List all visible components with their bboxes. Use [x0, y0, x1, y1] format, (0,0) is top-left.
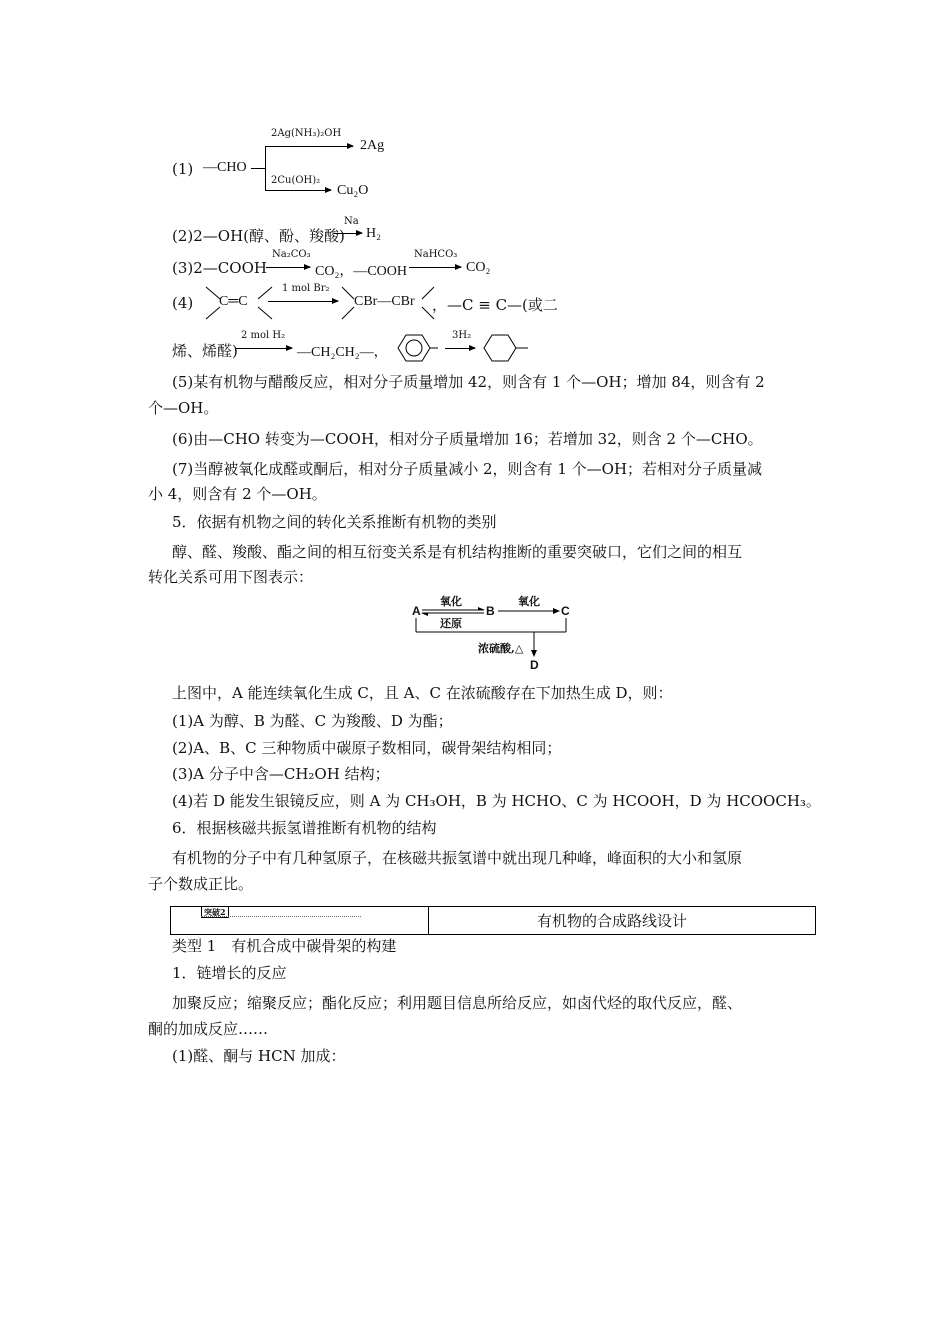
eq1-branch-stem — [251, 168, 265, 169]
eq2-reagent: Na — [344, 216, 359, 227]
list-item-1: (1)A 为醇、B 为醛、C 为羧酸、D 为酯； — [172, 712, 453, 730]
node-a: A — [412, 604, 421, 618]
eq4-arrow2 — [236, 348, 292, 349]
para-12: (1)醛、酮与 HCN 加成： — [172, 1047, 346, 1065]
eq2-arrow — [334, 233, 362, 234]
eq4-label: (4) — [172, 294, 194, 312]
para-10b: 子个数成正比。 — [148, 875, 254, 893]
eq1-bottom-arrow — [265, 190, 331, 191]
eq2-product: H₂ — [366, 226, 381, 241]
eq3-reagent2: NaHCO₃ — [414, 249, 458, 260]
eq1-top-arrow — [265, 146, 353, 147]
para-9: 上图中，A 能连续氧化生成 C，且 A、C 在浓硫酸存在下加热生成 D，则： — [172, 684, 673, 702]
para-7b: 小 4，则含有 2 个—OH。 — [148, 485, 327, 503]
cyclohexane-ring-icon — [478, 332, 532, 364]
para-5b: 个—OH。 — [148, 399, 219, 417]
label-reduce: 还原 — [440, 617, 462, 630]
para-5a: (5)某有机物与醋酸反应，相对分子质量增加 42，则含有 1 个—OH；增加 84，则含有 2 — [172, 373, 765, 391]
node-c: C — [561, 604, 570, 618]
eq1-group: —CHO — [203, 160, 247, 175]
label-oxidize-2: 氧化 — [518, 595, 540, 608]
eq1-bottom-product: Cu₂O — [337, 183, 369, 198]
eq3-arrow2 — [409, 267, 461, 268]
eq3-product: CO₂ — [466, 260, 491, 275]
eq4-tail: ，—C ≡ C—(或二 — [432, 296, 558, 314]
eq4-arrow — [268, 301, 338, 302]
para-11b: 酮的加成反应…… — [148, 1020, 269, 1038]
heading-5: 5．依据有机物之间的转化关系推断有机物的类别 — [172, 513, 497, 531]
eq1-top-product: 2Ag — [360, 138, 385, 153]
para-6: (6)由—CHO 转变为—COOH，相对分子质量增加 16；若增加 32，则含 2 个—CHO。 — [172, 430, 763, 448]
para-8a: 醇、醛、羧酸、酯之间的相互衍变关系是有机结构推断的重要突破口，它们之间的相互 — [172, 543, 743, 561]
para-8b: 转化关系可用下图表示： — [148, 568, 314, 586]
eq4-arrow3 — [445, 348, 475, 349]
label-oxidize-1: 氧化 — [440, 595, 462, 608]
para-10a: 有机物的分子中有几种氢原子，在核磁共振氢谱中就出现几种峰，峰面积的大小和氢原 — [172, 849, 743, 867]
node-d: D — [530, 658, 539, 672]
table-separator — [428, 907, 429, 934]
list-item-2: (2)A、B、C 三种物质中碳原子数相同，碳骨架结构相同； — [172, 739, 562, 757]
heading-6: 6．根据核磁共振氢谱推断有机物的结构 — [172, 819, 437, 837]
section-badge: 突破2 — [201, 906, 229, 918]
list-item-3: (3)A 分子中含—CH₂OH 结构； — [172, 765, 390, 783]
eq4-product2: —CH₂CH₂—， — [297, 345, 388, 360]
section-title: 有机物的合成路线设计 — [537, 912, 688, 930]
eq3-reagent1: Na₂CO₃ — [272, 249, 311, 260]
eq1-top-reagent: 2Ag(NH₃)₂OH — [271, 128, 342, 139]
para-7a: (7)当醇被氧化成醛或酮后，相对分子质量减小 2，则含有 1 个—OH；若相对分子质量减 — [172, 460, 763, 478]
eq4-reagent3: 3H₂ — [452, 330, 472, 341]
eq2-lhs: (2)2—OH(醇、酚、羧酸) — [172, 227, 345, 245]
list-item-4: (4)若 D 能发生银镜反应，则 A 为 CH₃OH，B 为 HCHO、C 为 HCOOH，D 为 HCOOCH₃。 — [172, 792, 821, 810]
eq4-line2-prefix: 烯、烯醛) — [172, 342, 238, 360]
node-b: B — [486, 604, 495, 618]
eq3-arrow1 — [266, 267, 310, 268]
eq1-label: (1) — [172, 160, 194, 178]
eq4-cc: C═C — [219, 294, 248, 309]
diagram-arrows — [410, 596, 580, 672]
badge-underline — [201, 916, 361, 917]
para-11a: 加聚反应；缩聚反应；酯化反应；利用题目信息所给反应，如卤代烃的取代反应，醛、 — [172, 994, 743, 1012]
section-header-table — [170, 906, 816, 935]
eq3-mid: CO₂，—COOH — [315, 264, 407, 279]
eq1-bottom-reagent: 2Cu(OH)₂ — [271, 175, 321, 186]
eq4-reagent2: 2 mol H₂ — [241, 330, 286, 341]
eq3-lhs: (3)2—COOH — [172, 259, 267, 277]
heading-chain-growth: 1．链增长的反应 — [172, 964, 287, 982]
eq4-reagent: 1 mol Br₂ — [282, 283, 330, 294]
eq1-branch-vertical — [265, 146, 266, 190]
eq4-product: CBr—CBr — [354, 294, 415, 309]
conversion-diagram — [410, 596, 580, 672]
type-1-heading: 类型 1 有机合成中碳骨架的构建 — [172, 937, 397, 955]
label-acid: 浓硫酸,△ — [478, 642, 524, 655]
benzene-ring-icon — [388, 332, 440, 364]
